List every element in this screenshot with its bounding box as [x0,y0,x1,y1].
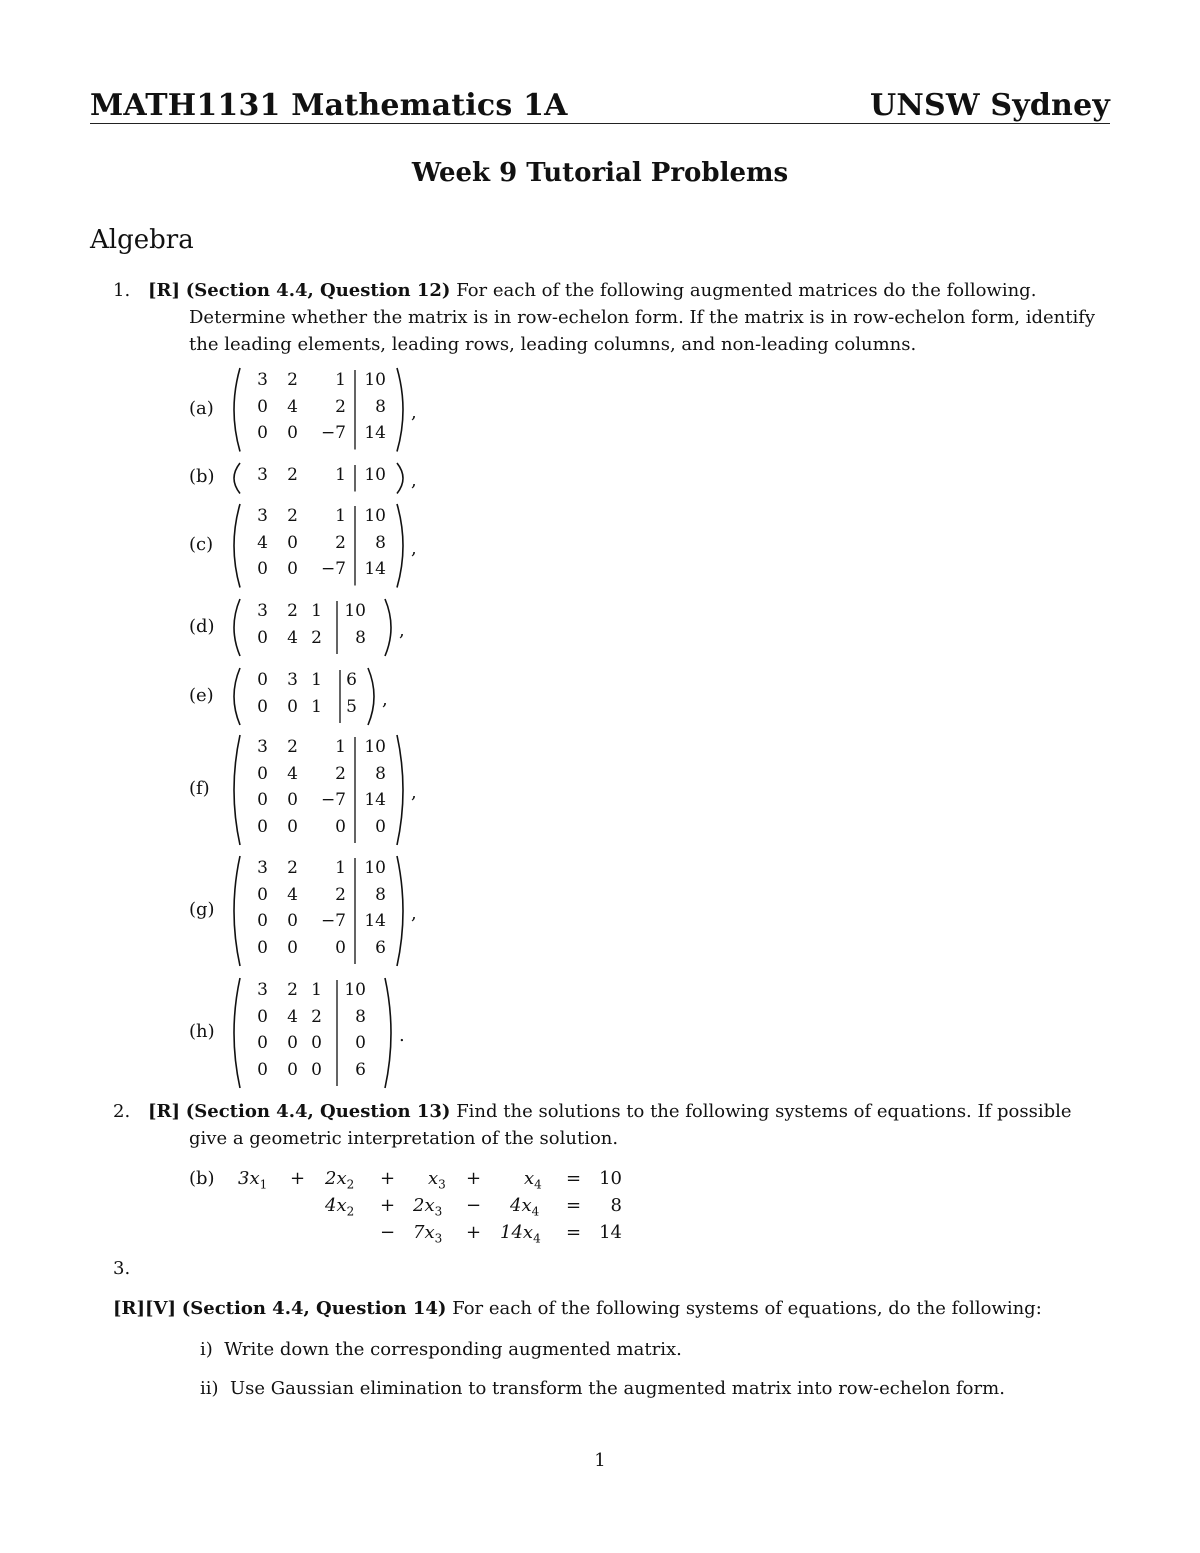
matrix-punctuation: , [399,619,405,641]
matrix-cell: 4 [287,396,298,417]
eq2-term2: $4x_2$ [325,1195,355,1219]
header-rule [90,123,1110,124]
matrix-punctuation: , [382,688,388,710]
matrix-cell: 3 [257,858,268,878]
matrix-cell: 0 [257,816,268,837]
q3-item-2-text: Use Gaussian elimination to transform the augmented matrix into row-echelon form. [230,1378,1005,1399]
eq1-term1: $3x_1$ [238,1168,268,1192]
eq3-equals: = [566,1222,582,1243]
matrix-cell: 2 [311,627,322,648]
matrix-cell: 10 [344,601,366,621]
eq3-op3: + [466,1222,482,1243]
matrix-cell: 2 [287,601,298,621]
course-title: MATH1131 Mathematics 1A [90,88,568,123]
part-label: (b) [189,466,215,488]
matrix-punctuation: , [411,470,417,492]
matrix-cell: 2 [335,884,346,905]
q2-text-line1: Find the solutions to the following systems of equations. If possible [456,1101,1072,1122]
matrix-cell: 1 [335,858,346,878]
matrix-cell: 0 [287,790,298,810]
matrix-cell: 3 [257,506,268,526]
matrix-punctuation: , [411,401,417,423]
q2-text [148,1098,1118,1125]
q1-text-line2: Determine whether the matrix is in row-echelon form. If the matrix is in row-echelon form, identify [189,307,1096,328]
matrix-punctuation: , [411,903,417,924]
matrix-cell: 1 [311,601,322,621]
q1-text-line3: the leading elements, leading rows, leading columns, and non-leading columns. [189,334,917,355]
matrix-cell: 0 [257,911,268,931]
matrix-cell: 0 [287,696,298,717]
matrix-cell: 1 [335,465,346,485]
matrix-punctuation: . [399,1025,405,1046]
matrix-cell: 2 [311,1006,322,1027]
matrix-cell: 4 [257,532,268,553]
matrix-cell: 2 [287,980,298,1000]
q3-text-body: For each of the following systems of equations, do the following: [452,1298,1042,1319]
matrix-cell: 0 [287,532,298,553]
eq2-term3: $2x_3$ [413,1195,443,1219]
matrix-cell: 8 [375,763,386,784]
matrix-cell: 2 [287,858,298,878]
matrix-brackets [0,0,1,1]
matrix-cell: 0 [257,763,268,784]
matrix-cell: 0 [257,627,268,648]
matrix-cell: 8 [355,627,366,648]
matrix-cell: 0 [287,937,298,958]
university-name: UNSW Sydney [870,88,1110,123]
matrix-cell: 0 [257,790,268,810]
matrix-cell: 6 [346,670,357,690]
matrix-cell: 5 [346,696,357,717]
matrix-cell: −7 [320,559,346,579]
matrix-cell: 2 [287,737,298,757]
matrix-cell: −7 [320,790,346,810]
q3-item-2 [200,1375,1005,1402]
q1-number: 1. [113,280,131,301]
matrix-cell: 0 [335,937,346,958]
eq3-term3: $7x_3$ [413,1222,443,1246]
part-label: (a) [189,397,214,419]
q3-item-1 [200,1336,682,1363]
matrix-cell: 10 [364,737,386,757]
q3-item-2-label: ii) [200,1378,219,1399]
matrix-cell: 1 [311,670,322,690]
q1-tag: [R] [148,280,180,301]
matrix-punctuation: , [411,537,417,559]
eq1-op3: + [466,1168,482,1189]
matrix-cell: 0 [257,423,268,443]
matrix-cell: 0 [257,670,268,690]
q2-tag: [R] [148,1101,180,1122]
section-heading: Algebra [90,225,194,255]
eq3-op2: − [380,1222,396,1243]
matrix-cell: 3 [287,670,298,690]
q3-text [113,1295,1113,1322]
eq2-op3: − [466,1195,482,1216]
matrix-cell: 6 [355,1059,366,1080]
matrix-cell: 2 [335,763,346,784]
q2-ref: (Section 4.4, Question 13) [185,1101,451,1122]
q3-item-1-text: Write down the corresponding augmented matrix. [224,1339,682,1360]
matrix-cell: 3 [257,370,268,390]
matrix-cell: 3 [257,465,268,485]
page-number: 1 [594,1450,606,1471]
matrix-cell: 2 [287,465,298,485]
matrix-cell: −7 [320,423,346,443]
right-paren [397,735,403,845]
q2-part-label: (b) [189,1168,215,1189]
part-label: (h) [189,1021,215,1042]
matrix-cell: 14 [364,423,386,443]
matrix-cell: 4 [287,627,298,648]
q2-text-line2: give a geometric interpretation of the solution. [189,1128,619,1149]
eq1-term2: $2x_2$ [325,1168,355,1192]
eq2-rhs: 8 [610,1195,622,1216]
q3-number: 3. [113,1258,131,1279]
matrix-cell: 14 [364,911,386,931]
q1-text [148,277,1118,304]
matrix-cell: 3 [257,980,268,1000]
part-label: (g) [189,899,215,920]
matrix-cell: 10 [364,506,386,526]
eq2-term4: $4x_4$ [510,1195,540,1219]
matrix-cell: 0 [375,816,386,837]
page-title: Week 9 Tutorial Problems [411,158,789,188]
eq1-equals: = [566,1168,582,1189]
q1-text-line1: For each of the following augmented matrices do the following. [456,280,1037,301]
eq3-rhs: 14 [599,1222,622,1243]
matrix-cell: 3 [257,601,268,621]
matrix-cell: 10 [344,980,366,1000]
right-paren [397,368,403,452]
matrix-cell: 10 [364,858,386,878]
q2-number: 2. [113,1101,131,1122]
matrix-cell: −7 [320,911,346,931]
matrix-cell: 0 [257,559,268,579]
matrix-cell: 0 [335,816,346,837]
matrix-cell: 0 [257,1033,268,1053]
eq2-op2: + [380,1195,396,1216]
matrix-cell: 2 [287,370,298,390]
matrix-cell: 0 [287,559,298,579]
q3-ref: (Section 4.4, Question 14) [181,1298,447,1319]
matrix-cell: 14 [364,790,386,810]
matrix-cell: 8 [355,1006,366,1027]
matrix-cell: 2 [287,506,298,526]
q3-tag: [R][V] [113,1298,176,1319]
part-label: (d) [189,615,215,637]
matrix-cell: 0 [287,816,298,837]
eq3-term4: $14x_4$ [500,1222,541,1246]
eq1-term4: $x_4$ [524,1168,542,1192]
eq1-term3: $x_3$ [428,1168,446,1192]
q3-item-1-label: i) [200,1339,213,1360]
eq1-rhs: 10 [599,1168,622,1189]
matrix-cell: 0 [257,696,268,717]
matrix-cell: 0 [355,1033,366,1053]
matrix-cell: 0 [257,937,268,958]
matrix-cell: 10 [364,370,386,390]
matrix-cell: 0 [311,1033,322,1053]
matrix-cell: 0 [287,1033,298,1053]
matrix-cell: 14 [364,559,386,579]
matrix-cell: 0 [257,884,268,905]
right-paren [368,668,374,725]
matrix-cell: 4 [287,1006,298,1027]
eq1-op2: + [380,1168,396,1189]
matrix-cell: 0 [287,911,298,931]
matrix-cell: 0 [257,396,268,417]
matrix-cell: 8 [375,532,386,553]
matrix-cell: 4 [287,763,298,784]
right-paren [385,599,391,656]
matrix-cell: 0 [257,1059,268,1080]
matrix-cell: 2 [335,396,346,417]
matrix-cell: 0 [311,1059,322,1080]
matrix-cell: 4 [287,884,298,905]
part-label: (c) [189,533,214,555]
matrix-punctuation: , [411,782,417,803]
matrix-cell: 0 [287,1059,298,1080]
matrix-cell: 10 [364,465,386,485]
matrix-cell: 8 [375,396,386,417]
matrix-cell: 2 [335,532,346,553]
matrix-cell: 1 [335,370,346,390]
matrix-cell: 1 [311,696,322,717]
right-paren [397,856,403,966]
eq2-equals: = [566,1195,582,1216]
matrix-cell: 3 [257,737,268,757]
matrix-cell: 8 [375,884,386,905]
part-label: (e) [189,684,214,706]
right-paren [385,978,391,1088]
part-label: (f) [189,778,210,799]
matrix-cell: 1 [311,980,322,1000]
matrix-cell: 1 [335,506,346,526]
matrix-cell: 0 [287,423,298,443]
matrix-cell: 0 [257,1006,268,1027]
matrix-cell: 1 [335,737,346,757]
matrix-cell: 6 [375,937,386,958]
right-paren [397,463,403,494]
q1-ref: (Section 4.4, Question 12) [185,280,451,301]
right-paren [397,504,403,588]
eq1-op1: + [290,1168,306,1189]
